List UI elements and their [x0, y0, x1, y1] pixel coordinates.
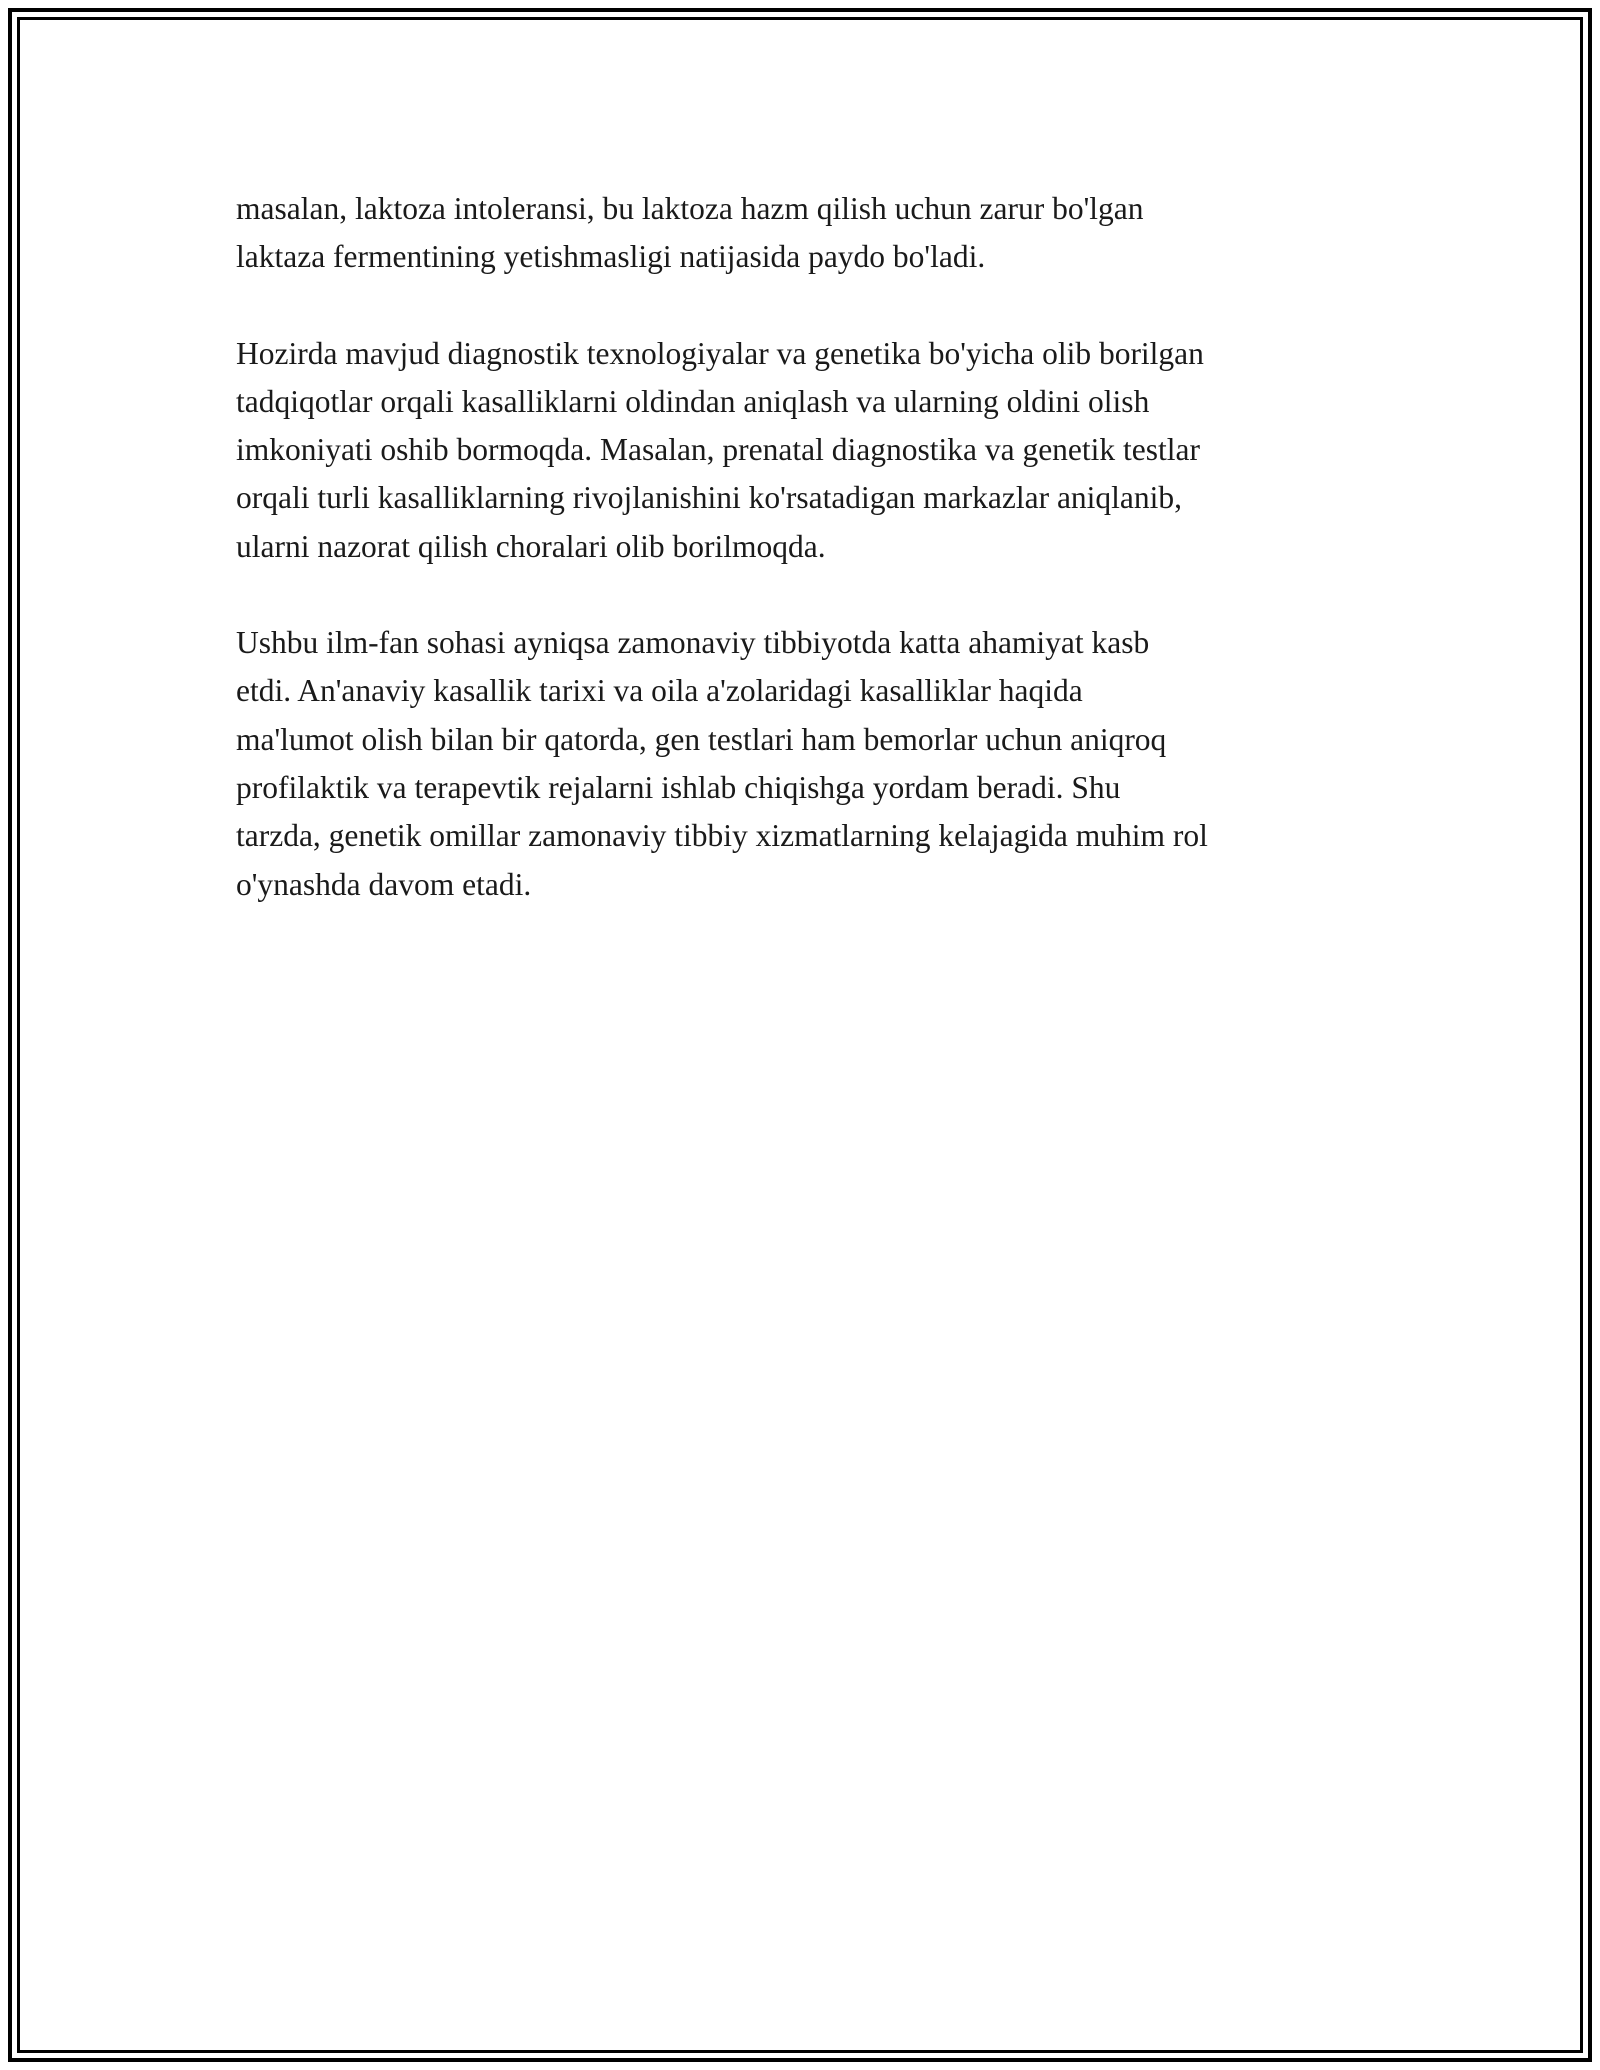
text-line: Ushbu ilm-fan sohasi ayniqsa zamonaviy tibbiyotda katta ahamiyat kasb [236, 625, 1150, 661]
text-line: tarzda, genetik omillar zamonaviy tibbiy xizmatlarning kelajagida muhim rol [236, 818, 1208, 854]
text-line: etdi. An'anaviy kasallik tarixi va oila a'zolaridagi kasalliklar haqida [236, 673, 1083, 709]
paragraph-2 [236, 330, 1396, 571]
document-body [236, 185, 1396, 957]
text-line: tadqiqotlar orqali kasalliklarni oldindan aniqlash va ularning oldini olish [236, 383, 1150, 419]
text-line: imkoniyati oshib bormoqda. Masalan, prenatal diagnostika va genetik testlar [236, 432, 1201, 468]
paragraph-1 [236, 185, 1396, 282]
text-line: Hozirda mavjud diagnostik texnologiyalar va genetika bo'yicha olib borilgan [236, 335, 1204, 371]
text-line: masalan, laktoza intoleransi, bu laktoza hazm qilish uchun zarur bo'lgan [236, 191, 1144, 226]
text-line: profilaktik va terapevtik rejalarni ishlab chiqishga yordam beradi. Shu [236, 769, 1121, 805]
text-line: orqali turli kasalliklarning rivojlanishini ko'rsatadigan markazlar aniqlanib, [236, 480, 1183, 516]
text-line: laktaza fermentining yetishmasligi natijasida paydo bo'ladi. [236, 239, 986, 275]
text-line: o'ynashda davom etadi. [236, 866, 532, 902]
text-line: ularni nazorat qilish choralari olib borilmoqda. [236, 528, 826, 564]
paragraph-3 [236, 619, 1396, 909]
text-line: ma'lumot olish bilan bir qatorda, gen testlari ham bemorlar uchun aniqroq [236, 721, 1167, 757]
